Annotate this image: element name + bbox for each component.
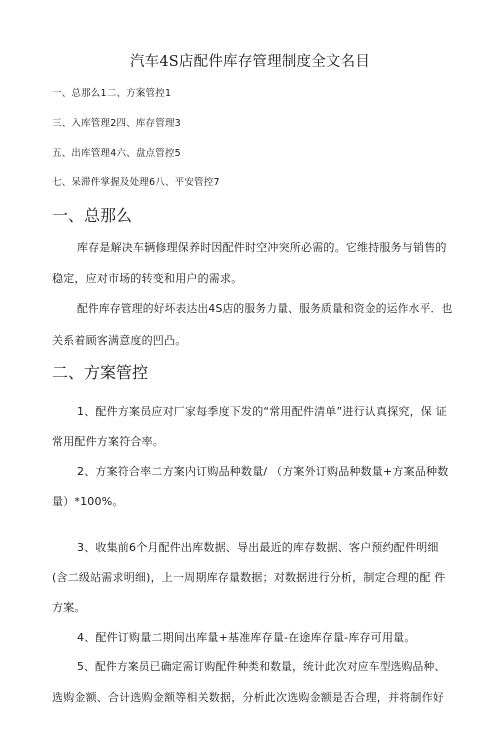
paragraph-line: 3、收集前6个月配件出库数据、导出最近的库存数据、客户预约配件明细 xyxy=(77,541,439,554)
paragraph-line: 关系着顾客满意度的凹凸。 xyxy=(52,334,187,347)
paragraph-line: 配件库存管理的好坏表达出4S店的服务力量、服务质量和资金的运作水平．也 xyxy=(77,302,453,315)
paragraph-line: 1、配件方案员应对厂家每季度下发的“常用配件清单”进行认真探究，保 证 xyxy=(77,405,447,418)
document-title: 汽车4S店配件库存管理制度全文名目 xyxy=(129,54,371,70)
toc-line: 七、呆滞件掌握及处理6八、平安管控7 xyxy=(52,177,220,188)
toc-line: 一、总那么1二、方案管控1 xyxy=(52,88,172,99)
paragraph-line: (含二级站需求明细)，上一周期库存量数据；对数据进行分析，制定合理的配 件 xyxy=(52,571,446,584)
paragraph-line: 4、配件订购量二期间出库量+基准库存量-在途库存量-库存可用量。 xyxy=(77,631,416,644)
toc-line: 五、出库管理4六、盘点管控5 xyxy=(52,148,181,159)
paragraph-line: 5、配件方案员已确定需订购配件种类和数量，统计此次对应车型选购品种、 xyxy=(77,660,446,673)
paragraph-line: 方案。 xyxy=(52,601,86,614)
paragraph-line: 选购金额、合计选购金额等相关数据，分析此次选购金额是否合理，并将制作好 xyxy=(52,691,444,704)
paragraph-line: 常用配件方案符合率。 xyxy=(52,435,164,448)
paragraph-line: 稳定，应对市场的转变和用户的需求。 xyxy=(52,272,243,285)
toc-line: 三、入库管理2四、库存管理3 xyxy=(52,118,181,129)
section-heading: 二、方案管控 xyxy=(52,363,149,382)
paragraph-line: 2、方案符合率二方案内订购品种数量/ （方案外订购品种数量+方案品种数 xyxy=(77,465,449,478)
paragraph-line: 量）*100%。 xyxy=(52,495,124,508)
paragraph-line: 库存是解决车辆修理保养时因配件时空冲突所必需的。它维持服务与销售的 xyxy=(77,241,447,254)
section-heading: 一、总那么 xyxy=(52,206,133,225)
